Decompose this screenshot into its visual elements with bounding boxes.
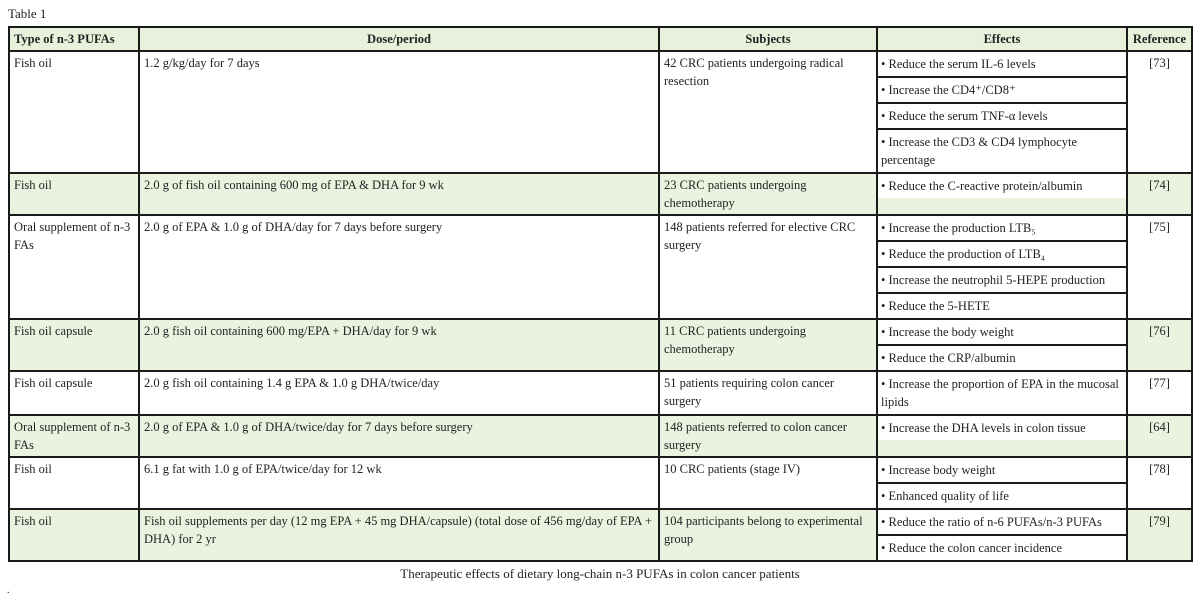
table-row bbox=[9, 173, 1192, 215]
cell-effects bbox=[877, 215, 1127, 319]
table-caption: Therapeutic effects of dietary long-chain n-3 PUFAs in colon cancer patients bbox=[400, 566, 800, 581]
cell-effects bbox=[877, 51, 1127, 173]
cell-reference: [74] bbox=[1127, 173, 1192, 215]
cell-reference: [77] bbox=[1127, 371, 1192, 415]
cell-effects bbox=[877, 457, 1127, 509]
effect-item: • Increase the DHA levels in colon tissue bbox=[878, 416, 1126, 440]
cell-subjects: 42 CRC patients undergoing radical resection bbox=[659, 51, 877, 173]
effect-item: • Increase the CD4⁺/CD8⁺ bbox=[878, 78, 1126, 104]
effect-item: • Reduce the serum IL-6 levels bbox=[878, 52, 1126, 78]
header-type: Type of n-3 PUFAs bbox=[9, 27, 139, 51]
header-effects: Effects bbox=[877, 27, 1127, 51]
cell-dose: Fish oil supplements per day (12 mg EPA + 45 mg DHA/capsule) (total dose of 456 mg/day of EPA + DHA) for 2 yr bbox=[139, 509, 659, 561]
effect-item: • Increase the body weight bbox=[878, 320, 1126, 346]
effect-item: • Reduce the production of LTB₄ bbox=[878, 242, 1126, 268]
cell-reference: [76] bbox=[1127, 319, 1192, 371]
cell-reference: [73] bbox=[1127, 51, 1192, 173]
header-row bbox=[9, 27, 1192, 51]
cell-reference: [79] bbox=[1127, 509, 1192, 561]
cell-effects bbox=[877, 371, 1127, 415]
effect-item: • Increase the neutrophil 5-HEPE production bbox=[878, 268, 1126, 294]
cell-subjects: 11 CRC patients undergoing chemotherapy bbox=[659, 319, 877, 371]
effect-item: • Reduce the colon cancer incidence bbox=[878, 536, 1126, 560]
cell-type: Fish oil bbox=[9, 457, 139, 509]
cell-reference: [75] bbox=[1127, 215, 1192, 319]
footnote-mark: . bbox=[7, 585, 10, 596]
cell-reference: [78] bbox=[1127, 457, 1192, 509]
therapeutic-effects-table bbox=[8, 26, 1193, 562]
cell-type: Fish oil capsule bbox=[9, 371, 139, 415]
header-dose: Dose/period bbox=[139, 27, 659, 51]
cell-dose: 2.0 g of EPA & 1.0 g of DHA/day for 7 days before surgery bbox=[139, 215, 659, 319]
effect-item: • Enhanced quality of life bbox=[878, 484, 1126, 508]
effect-item: • Reduce the ratio of n-6 PUFAs/n-3 PUFAs bbox=[878, 510, 1126, 536]
cell-subjects: 10 CRC patients (stage IV) bbox=[659, 457, 877, 509]
effect-item: • Increase the production LTB₅ bbox=[878, 216, 1126, 242]
cell-effects bbox=[877, 173, 1127, 215]
cell-dose: 6.1 g fat with 1.0 g of EPA/twice/day for 12 wk bbox=[139, 457, 659, 509]
cell-type: Fish oil capsule bbox=[9, 319, 139, 371]
effect-item: • Reduce the serum TNF-α levels bbox=[878, 104, 1126, 130]
cell-type: Fish oil bbox=[9, 51, 139, 173]
effect-item: • Reduce the C-reactive protein/albumin bbox=[878, 174, 1126, 198]
effect-item: • Increase the CD3 & CD4 lymphocyte percentage bbox=[878, 130, 1126, 172]
cell-subjects: 23 CRC patients undergoing chemotherapy bbox=[659, 173, 877, 215]
cell-type: Fish oil bbox=[9, 173, 139, 215]
table-row bbox=[9, 371, 1192, 415]
cell-effects bbox=[877, 509, 1127, 561]
cell-dose: 2.0 g fish oil containing 600 mg/EPA + DHA/day for 9 wk bbox=[139, 319, 659, 371]
table-row bbox=[9, 509, 1192, 561]
header-reference: Reference bbox=[1127, 27, 1192, 51]
cell-dose: 2.0 g fish oil containing 1.4 g EPA & 1.0 g DHA/twice/day bbox=[139, 371, 659, 415]
header-subjects: Subjects bbox=[659, 27, 877, 51]
table-row bbox=[9, 215, 1192, 319]
effect-item: • Reduce the CRP/albumin bbox=[878, 346, 1126, 370]
cell-subjects: 148 patients referred to colon cancer surgery bbox=[659, 415, 877, 457]
cell-subjects: 104 participants belong to experimental group bbox=[659, 509, 877, 561]
table-row bbox=[9, 415, 1192, 457]
table-row bbox=[9, 51, 1192, 173]
cell-dose: 2.0 g of fish oil containing 600 mg of EPA & DHA for 9 wk bbox=[139, 173, 659, 215]
cell-effects bbox=[877, 319, 1127, 371]
cell-type: Oral supplement of n-3 FAs bbox=[9, 415, 139, 457]
effect-item: • Increase the proportion of EPA in the mucosal lipids bbox=[878, 372, 1126, 414]
cell-dose: 1.2 g/kg/day for 7 days bbox=[139, 51, 659, 173]
cell-dose: 2.0 g of EPA & 1.0 g of DHA/twice/day for 7 days before surgery bbox=[139, 415, 659, 457]
cell-effects bbox=[877, 415, 1127, 457]
cell-subjects: 51 patients requiring colon cancer surgery bbox=[659, 371, 877, 415]
table-row bbox=[9, 457, 1192, 509]
cell-reference: [64] bbox=[1127, 415, 1192, 457]
effect-item: • Reduce the 5-HETE bbox=[878, 294, 1126, 318]
effect-item: • Increase body weight bbox=[878, 458, 1126, 484]
table-label: Table 1 bbox=[8, 6, 47, 21]
cell-type: Oral supplement of n-3 FAs bbox=[9, 215, 139, 319]
cell-subjects: 148 patients referred for elective CRC surgery bbox=[659, 215, 877, 319]
cell-type: Fish oil bbox=[9, 509, 139, 561]
table-row bbox=[9, 319, 1192, 371]
